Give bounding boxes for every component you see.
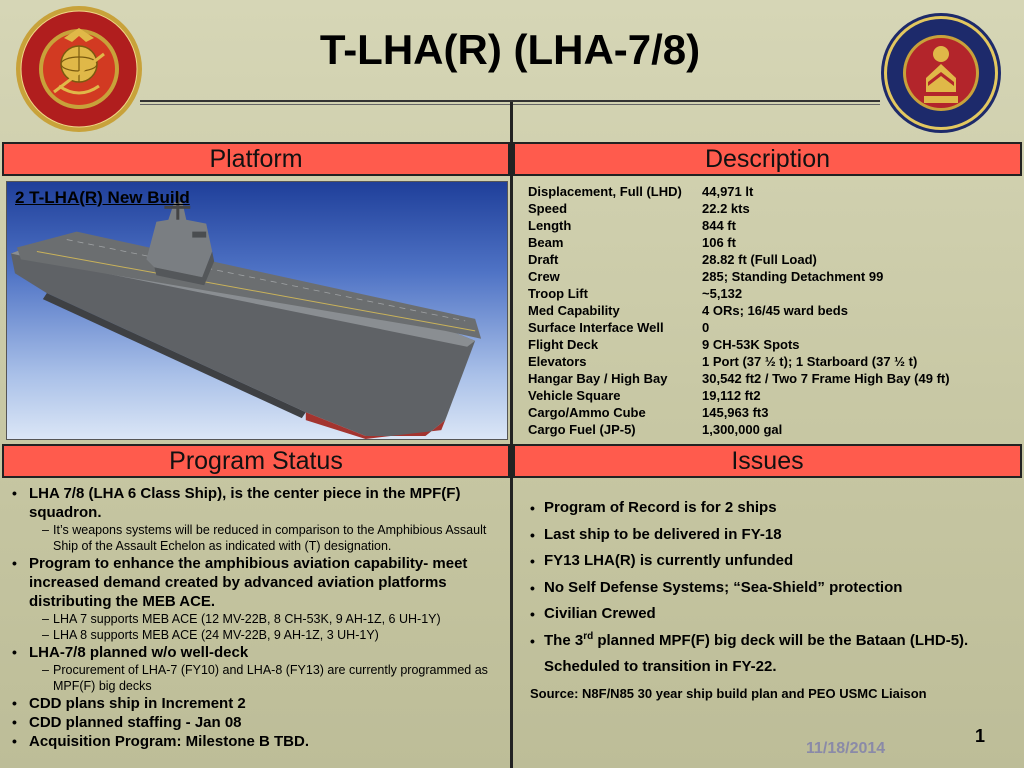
spec-label: Speed [528, 201, 568, 216]
spec-row [528, 234, 1018, 251]
list-item: • Last ship to be delivered in FY-18 [530, 522, 1020, 549]
spec-value: 145,963 ft3 [702, 405, 769, 420]
bullet-icon: • [12, 644, 17, 660]
navy-marine-corps-seal [14, 4, 144, 134]
spec-table [528, 183, 1018, 438]
spec-value: 22.2 kts [702, 201, 750, 216]
column-divider [510, 102, 513, 768]
spec-value: 19,112 ft2 [702, 388, 761, 403]
list-item: • Program of Record is for 2 ships [530, 495, 1020, 522]
bullet-icon: • [12, 695, 17, 711]
spec-row [528, 404, 1018, 421]
slide-title: T-LHA(R) (LHA-7/8) [319, 26, 701, 73]
spec-row [528, 387, 1018, 404]
list-item: • CDD plans ship in Increment 2 [12, 695, 246, 712]
sub-item: – LHA 7 supports MEB ACE (12 MV-22B, 8 CH-53K, 9 AH-1Z, 6 UH-1Y) [42, 612, 441, 626]
spec-value: 106 ft [702, 235, 736, 250]
spec-label: Med Capability [528, 303, 620, 318]
ship-image-caption: 2 T-LHA(R) New Build [15, 188, 190, 207]
list-item: • LHA-7/8 planned w/o well-deck [12, 644, 249, 661]
spec-label: Draft [528, 252, 559, 267]
spec-label: Cargo/Ammo Cube [528, 405, 646, 420]
spec-row [528, 336, 1018, 353]
bullet-icon: • [530, 579, 535, 596]
spec-label: Crew [528, 269, 560, 284]
bullet-icon: • [530, 553, 535, 569]
list-item: • No Self Defense Systems; “Sea-Shield” protection [530, 575, 1020, 602]
spec-label: Vehicle Square [528, 388, 621, 403]
list-item: • LHA 7/8 (LHA 6 Class Ship), is the center piece in the MPF(F) squadron. [12, 485, 461, 521]
issues-header: Issues [513, 444, 1022, 478]
bullet-icon: • [12, 733, 17, 749]
spec-value: 9 CH-53K Spots [702, 337, 800, 352]
list-item: • Program to enhance the amphibious aviation capability- meet increased demand created by advanced aviation platforms distributing the MEB ACE. [12, 555, 468, 610]
spec-value: 30,542 ft2 / Two 7 Frame High Bay (49 ft) [702, 371, 950, 386]
spec-value: 0 [702, 320, 710, 335]
sub-item: – LHA 8 supports MEB ACE (24 MV-22B, 9 AH-1Z, 3 UH-1Y) [42, 628, 379, 642]
slide-date: 11/18/2014 [806, 740, 886, 757]
bullet-icon: • [12, 485, 17, 501]
list-item: • Acquisition Program: Milestone B TBD. [12, 733, 310, 750]
bullet-icon: • [12, 714, 17, 730]
spec-value: 44,971 lt [702, 184, 754, 199]
dash-icon: – [42, 523, 49, 537]
spec-row [528, 319, 1018, 336]
spec-row [528, 183, 1018, 200]
spec-label: Flight Deck [528, 337, 599, 352]
list-item [530, 628, 1020, 681]
spec-label: Troop Lift [528, 286, 588, 301]
bullet-icon: • [530, 632, 535, 649]
bullet-icon: • [530, 526, 535, 543]
sub-item: – It’s weapons systems will be reduced in comparison to the Amphibious Assault Ship of the Assault Echelon as indicated with (T) designation. [42, 523, 487, 553]
spec-value: 285; Standing Detachment 99 [702, 269, 884, 284]
bullet-icon: • [530, 500, 535, 516]
spec-label: Beam [528, 235, 564, 250]
list-item: • CDD planned staffing - Jan 08 [12, 714, 242, 731]
page-number: 1 [975, 726, 986, 746]
platform-header: Platform [2, 142, 510, 176]
spec-row [528, 217, 1018, 234]
source-note: Source: N8F/N85 30 year ship build plan and PEO USMC Liaison [530, 686, 927, 701]
spec-row [528, 302, 1018, 319]
spec-row [528, 370, 1018, 387]
issue-text-post: planned MPF(F) big deck will be the Bataan (LHD-5). Scheduled to transition in FY-22. [544, 631, 969, 675]
spec-label: Displacement, Full (LHD) [528, 184, 682, 199]
spec-row [528, 251, 1018, 268]
list-item: • Civilian Crewed [530, 601, 1020, 628]
list-item: • FY13 LHA(R) is currently unfunded [530, 548, 1020, 575]
description-header: Description [513, 142, 1022, 176]
spec-row [528, 268, 1018, 285]
bullet-icon: • [530, 606, 535, 622]
dash-icon: – [42, 628, 49, 642]
mccdc-seal [880, 12, 1002, 134]
ordinal-suffix: rd [583, 630, 594, 642]
spec-label: Elevators [528, 354, 587, 369]
spec-label: Hangar Bay / High Bay [528, 371, 668, 386]
ship-image [6, 181, 508, 440]
spec-label: Cargo Fuel (JP-5) [528, 422, 636, 437]
issue-text-pre: The 3 [544, 631, 584, 649]
issues-list [530, 495, 1020, 681]
spec-row [528, 421, 1018, 438]
spec-value: 4 ORs; 16/45 ward beds [702, 303, 848, 318]
bullet-icon: • [12, 555, 17, 571]
sub-item: – Procurement of LHA-7 (FY10) and LHA-8 (FY13) are currently programmed as MPF(F) big decks [42, 663, 488, 693]
spec-value: 1,300,000 gal [702, 422, 783, 437]
spec-row [528, 200, 1018, 217]
program-status-header: Program Status [2, 444, 510, 478]
spec-value: ~5,132 [702, 286, 743, 301]
spec-row [528, 285, 1018, 302]
spec-value: 1 Port (37 ½ t); 1 Starboard (37 ½ t) [702, 354, 918, 369]
dash-icon: – [42, 663, 49, 677]
spec-value: 28.82 ft (Full Load) [702, 252, 817, 267]
spec-row [528, 353, 1018, 370]
dash-icon: – [42, 612, 49, 626]
spec-label: Length [528, 218, 572, 233]
program-status-list [12, 484, 506, 751]
spec-label: Surface Interface Well [528, 320, 664, 335]
spec-value: 844 ft [702, 218, 736, 233]
